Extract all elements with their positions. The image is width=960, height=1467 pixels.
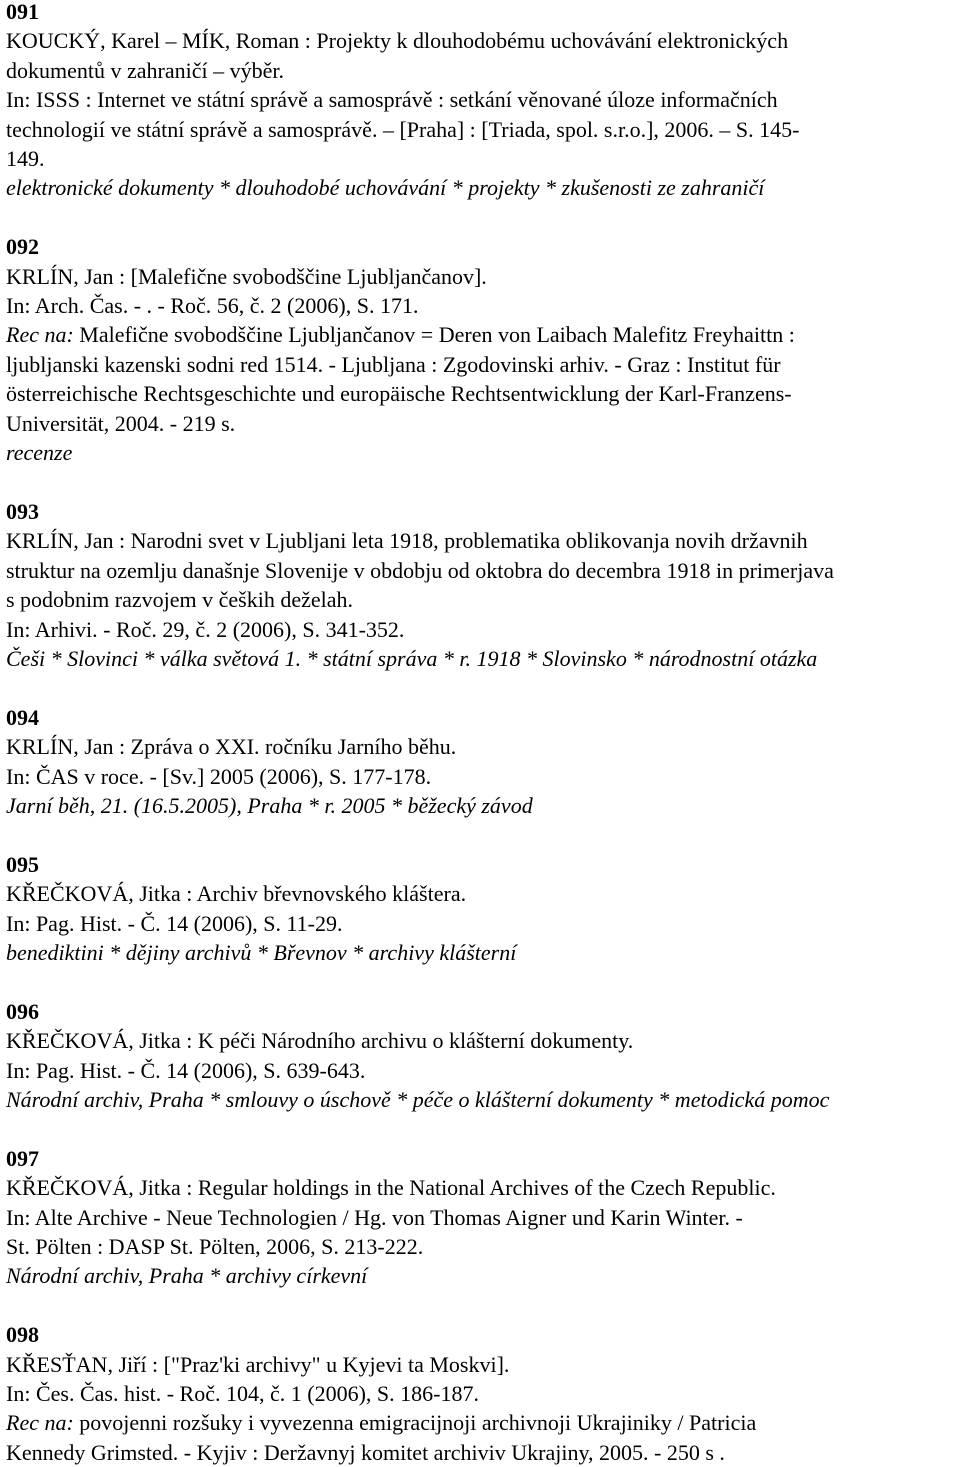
bibliography-entry bbox=[6, 997, 960, 1115]
bibliography-entry bbox=[6, 497, 960, 673]
entry-keywords: Jarní běh, 21. (16.5.2005), Praha * r. 2005 * běžecký závod bbox=[6, 792, 533, 818]
entry-citation-line: In: Čes. Čas. hist. - Roč. 104, č. 1 (2006), S. 186-187. bbox=[6, 1380, 479, 1406]
entry-citation-line: In: Pag. Hist. - Č. 14 (2006), S. 11-29. bbox=[6, 910, 343, 936]
entry-number: 098 bbox=[6, 1322, 39, 1348]
entry-citation-line: In: ČAS v roce. - [Sv.] 2005 (2006), S. 177-178. bbox=[6, 763, 432, 789]
entry-citation-line: KRLÍN, Jan : Narodni svet v Ljubljani leta 1918, problematika oblikovanja novih državnih bbox=[6, 528, 808, 554]
entry-keywords: recenze bbox=[6, 440, 73, 466]
entry-number: 097 bbox=[6, 1145, 39, 1171]
entry-citation-line: KRLÍN, Jan : [Malefične svobodščine Ljubljančanov]. bbox=[6, 263, 487, 289]
entry-number: 092 bbox=[6, 234, 39, 260]
review-line: Kennedy Grimsted. - Kyjiv : Deržavnyj komitet archiviv Ukrajiny, 2005. - 250 s . bbox=[6, 1439, 725, 1465]
review-line bbox=[6, 320, 960, 349]
review-text: Malefične svobodščine Ljubljančanov = Deren von Laibach Malefitz Freyhaittn : bbox=[73, 322, 795, 348]
entry-citation-line: In: Alte Archive - Neue Technologien / Hg. von Thomas Aigner und Karin Winter. - bbox=[6, 1204, 743, 1230]
bibliography-entry bbox=[6, 1320, 960, 1467]
entry-citation-line: KRLÍN, Jan : Zpráva o XXI. ročníku Jarního běhu. bbox=[6, 734, 457, 760]
entry-keywords: Národní archiv, Praha * smlouvy o úschově * péče o klášterní dokumenty * metodická pomoc bbox=[6, 1086, 830, 1112]
review-line: ljubljanski kazenski sodni red 1514. - Ljubljana : Zgodovinski arhiv. - Graz : Institut für bbox=[6, 351, 781, 377]
bibliography-entry bbox=[6, 703, 960, 821]
entry-citation-line: technologií ve státní správě a samosprávě. – [Praha] : [Triada, spol. s.r.o.], 2006. – S. 145- bbox=[6, 116, 800, 142]
bibliography-entry bbox=[6, 850, 960, 968]
review-text: povojenni rozšuky i vyvezenna emigracijnoji archivnoji Ukrajiniky / Patricia bbox=[73, 1410, 757, 1436]
entry-citation-line: struktur na ozemlju današnje Slovenije v obdobju od oktobra do decembra 1918 in primerjava bbox=[6, 557, 834, 583]
entry-citation-line: St. Pölten : DASP St. Pölten, 2006, S. 213-222. bbox=[6, 1233, 424, 1259]
entry-keywords: elektronické dokumenty * dlouhodobé uchovávání * projekty * zkušenosti ze zahraničí bbox=[6, 175, 765, 201]
entry-citation-line: In: Pag. Hist. - Č. 14 (2006), S. 639-643. bbox=[6, 1057, 366, 1083]
review-label: Rec na: bbox=[6, 1410, 74, 1436]
entry-number: 094 bbox=[6, 704, 39, 730]
review-line bbox=[6, 1408, 960, 1437]
entry-citation-line: KŘEČKOVÁ, Jitka : K péči Národního archivu o klášterní dokumenty. bbox=[6, 1028, 634, 1054]
entry-citation-line: KŘEČKOVÁ, Jitka : Archiv břevnovského kláštera. bbox=[6, 881, 467, 907]
review-line: Universität, 2004. - 219 s. bbox=[6, 410, 236, 436]
bibliography-entry bbox=[6, 232, 960, 467]
entry-keywords: Národní archiv, Praha * archivy církevní bbox=[6, 1263, 368, 1289]
bibliography-entry bbox=[6, 1144, 960, 1291]
entry-citation-line: KŘESŤAN, Jiří : ["Praz'ki archivy" u Kyjevi ta Moskvi]. bbox=[6, 1351, 510, 1377]
entry-citation-line: KOUCKÝ, Karel – MÍK, Roman : Projekty k dlouhodobému uchovávání elektronických bbox=[6, 28, 789, 54]
entry-citation-line: 149. bbox=[6, 146, 45, 172]
entry-citation-line: KŘEČKOVÁ, Jitka : Regular holdings in the National Archives of the Czech Republic. bbox=[6, 1175, 776, 1201]
entry-number: 095 bbox=[6, 851, 39, 877]
entry-citation-line: dokumentů v zahraničí – výběr. bbox=[6, 57, 284, 83]
entry-keywords: Češi * Slovinci * válka světová 1. * státní správa * r. 1918 * Slovinsko * národnostní otázka bbox=[6, 645, 818, 671]
bibliography-entry bbox=[6, 0, 960, 203]
review-line: österreichische Rechtsgeschichte und europäische Rechtsentwicklung der Karl-Franzens- bbox=[6, 381, 792, 407]
entry-citation-line: s podobnim razvojem v čeških deželah. bbox=[6, 587, 354, 613]
entry-citation-line: In: Arhivi. - Roč. 29, č. 2 (2006), S. 341-352. bbox=[6, 616, 405, 642]
entry-number: 093 bbox=[6, 498, 39, 524]
entry-keywords: benediktini * dějiny archivů * Břevnov * archivy klášterní bbox=[6, 939, 517, 965]
entry-number: 091 bbox=[6, 0, 39, 24]
entry-citation-line: In: Arch. Čas. - . - Roč. 56, č. 2 (2006), S. 171. bbox=[6, 293, 419, 319]
entry-number: 096 bbox=[6, 998, 39, 1024]
review-label: Rec na: bbox=[6, 322, 74, 348]
entry-citation-line: In: ISSS : Internet ve státní správě a samosprávě : setkání věnované úloze informačních bbox=[6, 87, 778, 113]
